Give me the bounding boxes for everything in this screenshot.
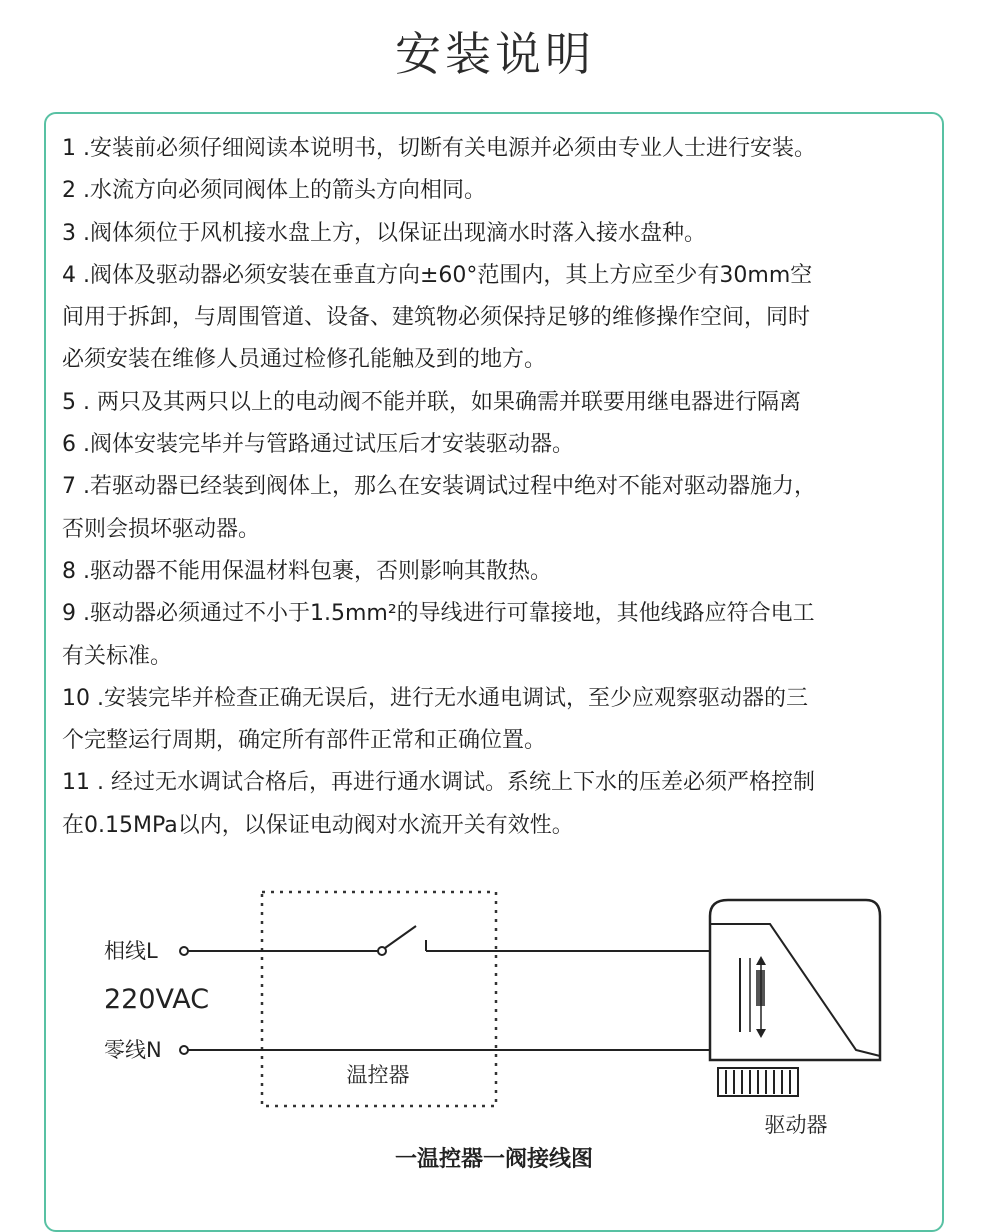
instruction-line: 1 .安装前必须仔细阅读本说明书，切断有关电源并必须由专业人士进行安装。 — [62, 136, 816, 161]
instruction-line: 间用于拆卸，与周围管道、设备、建筑物必须保持足够的维修操作空间，同时 — [62, 305, 811, 331]
instruction-line: 否则会损坏驱动器。 — [62, 516, 261, 542]
instructions-list — [62, 128, 932, 847]
instruction-line: 有关标准。 — [62, 643, 173, 669]
instruction-line: 8 .驱动器不能用保温材料包裹，否则影响其散热。 — [62, 558, 552, 584]
instruction-line: 10 .安装完毕并检查正确无误后，进行无水通电调试，至少应观察驱动器的三 — [62, 685, 808, 711]
live-label: 相线L — [104, 939, 158, 963]
page-title: 安装说明 — [395, 27, 595, 81]
instruction-line: 个完整运行周期，确定所有部件正常和正确位置。 — [62, 728, 547, 754]
switch-contact-left — [378, 947, 386, 955]
instruction-line: 11 . 经过无水调试合格后，再进行通水调试。系统上下水的压差必须严格控制 — [62, 770, 815, 796]
instruction-line: 7 .若驱动器已经装到阀体上，那么在安装调试过程中绝对不能对驱动器施力， — [62, 474, 816, 500]
diagram-caption: 一温控器一阀接线图 — [394, 1147, 594, 1172]
actuator-icon — [710, 900, 880, 1096]
instruction-line: 必须安装在维修人员通过检修孔能触及到的地方。 — [62, 347, 547, 373]
actuator-label: 驱动器 — [764, 1113, 828, 1137]
instruction-line: 4 .阀体及驱动器必须安装在垂直方向±60°范围内，其上方应至少有30mm空 — [62, 262, 813, 288]
instruction-line: 9 .驱动器必须通过不小于1.5mm²的导线进行可靠接地，其他线路应符合电工 — [62, 601, 815, 627]
switch-blade — [385, 926, 416, 948]
controller-label: 温控器 — [346, 1063, 410, 1087]
terminal-n-icon — [180, 1046, 188, 1054]
instruction-line: 3 .阀体须位于风机接水盘上方，以保证出现滴水时落入接水盘种。 — [62, 220, 706, 246]
terminal-l-icon — [180, 947, 188, 955]
neutral-label: 零线N — [104, 1038, 162, 1062]
wiring-diagram — [0, 860, 990, 1188]
instruction-line: 5 . 两只及其两只以上的电动阀不能并联，如果确需并联要用继电器进行隔离 — [62, 389, 801, 415]
instruction-line: 6 .阀体安装完毕并与管路通过试压后才安装驱动器。 — [62, 432, 574, 458]
voltage-label: 220VAC — [104, 984, 210, 1015]
instruction-line: 2 .水流方向必须同阀体上的箭头方向相同。 — [62, 178, 486, 204]
instruction-line: 在0.15MPa以内，以保证电动阀对水流开关有效性。 — [62, 812, 574, 838]
